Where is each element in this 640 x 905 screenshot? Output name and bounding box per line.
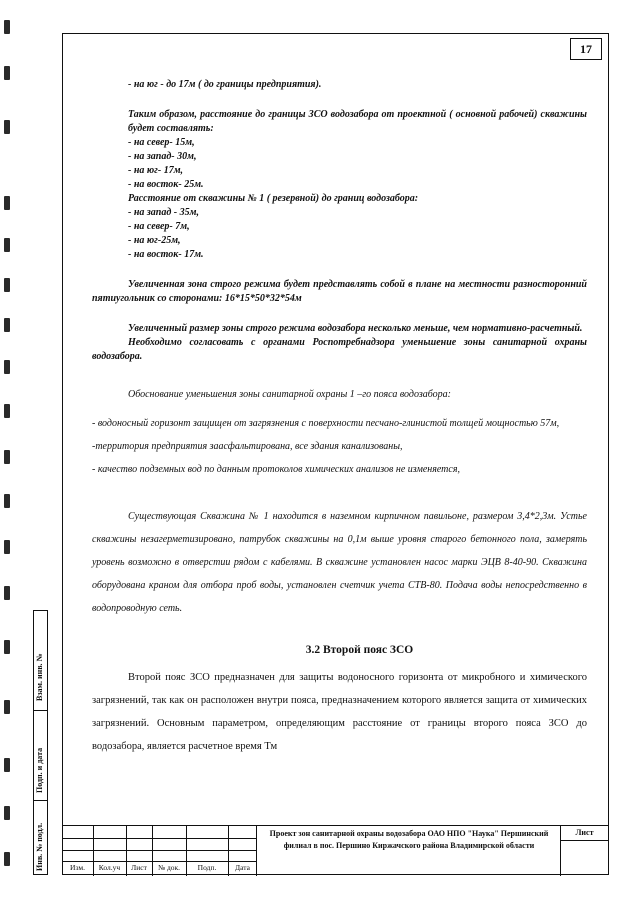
binding-mark <box>4 120 10 134</box>
well-paragraph: Существующая Скважина № 1 находится в наземном кирпичном павильоне, размером 3,4*2,3м. Устье скважины незагерметизировано, патрубок скважины на 0,1м выше уровня старого бетонного пола, замерять уровень возможно в отверстии рядом с кабелями. В скважине установлен насос марки ЭЦВ 8-40-90. Скважина оборудована краном для отбора проб воды, установлен счетчик учета СТВ-80. Подача воды непосредственно в водопроводную сеть. <box>92 511 587 614</box>
binding-mark <box>4 360 10 374</box>
stamp-header: Лист <box>131 863 147 872</box>
distance-item: - на восток- 25м. <box>128 179 204 190</box>
stamp-sheet-label: Лист <box>575 828 594 837</box>
strip-cell-vzam <box>34 610 48 710</box>
title-block-grid <box>62 826 257 876</box>
distance-item: - на юг- 17м, <box>128 165 184 176</box>
size-paragraph: Увеличенный размер зоны строго режима водозабора несколько меньше, чем нормативно-расчетный. <box>128 323 583 334</box>
stamp-title: Проект зон санитарной охраны водозабора ОАО НПО "Наука" Першинский филиал в пос. Першино Киржачского района Владимирской области <box>269 829 549 850</box>
title-block <box>62 825 609 875</box>
left-signature-strip <box>33 610 62 875</box>
document-body <box>92 78 587 758</box>
binding-mark <box>4 494 10 508</box>
stamp-header: Кол.уч <box>98 863 121 872</box>
binding-mark <box>4 66 10 80</box>
stamp-sheet-divider <box>561 840 608 841</box>
binding-mark <box>4 196 10 210</box>
justification-title: Обоснование уменьшения зоны санитарной охраны 1 –го пояса водозабора: <box>128 389 451 400</box>
distance-intro-paragraph <box>92 108 587 136</box>
distance-item: - на север- 7м, <box>128 221 190 232</box>
distance-south-line: - на юг - до 17м ( до границы предприятия). <box>128 79 322 90</box>
justification-item: - качество подземных вод по данным протоколов химических анализов не изменяется, <box>92 464 460 475</box>
binding-mark <box>4 20 10 34</box>
binding-mark <box>4 404 10 418</box>
stamp-sheet-box <box>560 826 609 876</box>
binding-mark <box>4 278 10 292</box>
binding-mark <box>4 758 10 772</box>
distance-item: - на восток- 17м. <box>128 249 204 260</box>
strip-label-podp: Подп. и дата <box>35 747 44 793</box>
distance-item: - на юг-25м, <box>128 235 181 246</box>
binding-mark <box>4 806 10 820</box>
distance-item: - на север- 15м, <box>128 137 195 148</box>
stamp-header: Дата <box>235 863 250 872</box>
strip-cell-podp <box>34 710 48 800</box>
page-number: 17 <box>570 38 602 60</box>
main-well-distances <box>92 136 587 262</box>
stamp-header: Изм. <box>70 863 85 872</box>
agreement-paragraph: Необходимо согласовать с органами Роспотребнадзора уменьшение зоны санитарной охраны водозабора. <box>92 337 587 362</box>
strip-label-vzam: Взам. инв. № <box>35 653 44 701</box>
stamp-header: Подп. <box>197 863 217 872</box>
reserve-distance-intro: Расстояние от скважины № 1 ( резервной) до границ водозабора: <box>128 193 419 204</box>
justification-item: - водоносный горизонт защищен от загрязнения с поверхности песчано-глинистой толщей мощностью 57м, <box>92 418 560 429</box>
binding-mark <box>4 640 10 654</box>
binding-mark <box>4 852 10 866</box>
binding-marks <box>0 0 22 905</box>
strip-label-inv: Инв. № подл. <box>35 822 44 871</box>
stamp-header: № док. <box>157 863 181 872</box>
binding-mark <box>4 238 10 252</box>
binding-mark <box>4 450 10 464</box>
section-title: 3.2 Второй пояс ЗСО <box>305 644 414 656</box>
distance-intro-text: Таким образом, расстояние до границы ЗСО водозабора от проектной ( основной рабочей) скважины будет составлять: <box>128 109 587 134</box>
zone-paragraph: Увеличенная зона строго режима будет представлять собой в плане на местности разносторонний пятиугольник со сторонами: 16*15*50*32*54м <box>92 279 587 304</box>
justification-item: -территория предприятия заасфальтирована, все здания канализованы, <box>92 441 403 452</box>
strip-cell-inv <box>34 800 48 875</box>
binding-mark <box>4 318 10 332</box>
binding-mark <box>4 540 10 554</box>
binding-mark <box>4 586 10 600</box>
distance-item: - на запад- 30м, <box>128 151 197 162</box>
distance-item: - на запад - 35м, <box>128 207 199 218</box>
second-belt-paragraph: Второй пояс ЗСО предназначен для защиты водоносного горизонта от микробного и химического загрязнений, так как он расположен внутри пояса, предназначением которого является защита от химических загрязнений. Основным параметром, определяющим расстояние от границы второго пояса ЗСО до водозабора, является расчетное время Тм <box>92 672 587 752</box>
binding-mark <box>4 700 10 714</box>
